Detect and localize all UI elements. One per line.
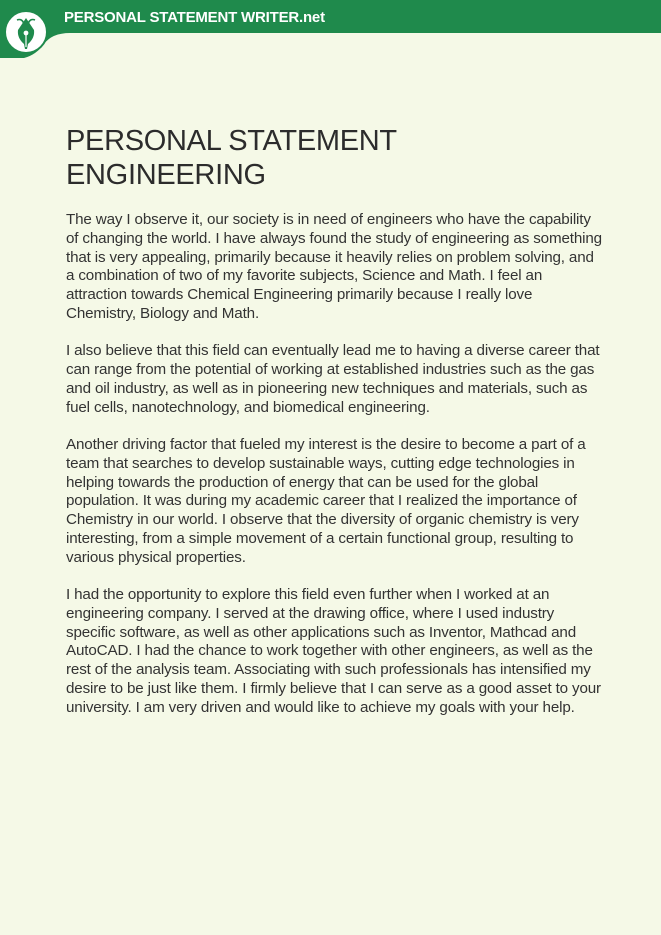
paragraph-2: I also believe that this field can eventually lead me to having a diverse career that can range from the potential of working at established industries such as the gas and oil industry, as well as in pioneering new techniques and materials, such as fuel cells, nanotechnology, and biomedical engineering. [66,342,600,416]
paragraph-4: I had the opportunity to explore this field even further when I worked at an engineering company. I served at the drawing office, where I used industry specific software, as well as other applications such as Inventor, Mathcad and AutoCAD. I had the chance to work together with other engineers, as well as the rest of the analysis team. Associating with such professionals has intensified my desire to be just like them. I firmly believe that I can serve as a good asset to your university. I am very driven and would like to achieve my goals with your help. [66,586,601,716]
site-brand-name[interactable]: PERSONAL STATEMENT WRITER.net [64,9,325,26]
statement-document [66,124,606,736]
paragraph-3: Another driving factor that fueled my interest is the desire to become a part of a team that searches to develop sustainable ways, cutting edge technologies in helping towards the production of energy that can be used for the global population. It was during my academic career that I realized the importance of Chemistry in our world. I observe that the diversity of organic chemistry is very interesting, from a simple movement of a certain functional group, resulting to various physical properties. [66,435,586,566]
logo[interactable] [4,10,48,54]
paragraph-1: The way I observe it, our society is in need of engineers who have the capability of changing the world. I have always found the study of engineering as something that is very appealing, primarily because it heavily relies on problem solving, and a combination of two of my favorite subjects, Science and Math. I feel an attraction towards Chemical Engineering primarily because I really love Chemistry, Biology and Math. [66,211,602,322]
document-title [66,124,606,192]
site-header [0,0,661,58]
pen-nib-icon [14,16,38,50]
title-line-2: ENGINEERING [66,159,266,191]
title-line-1: PERSONAL STATEMENT [66,125,397,157]
